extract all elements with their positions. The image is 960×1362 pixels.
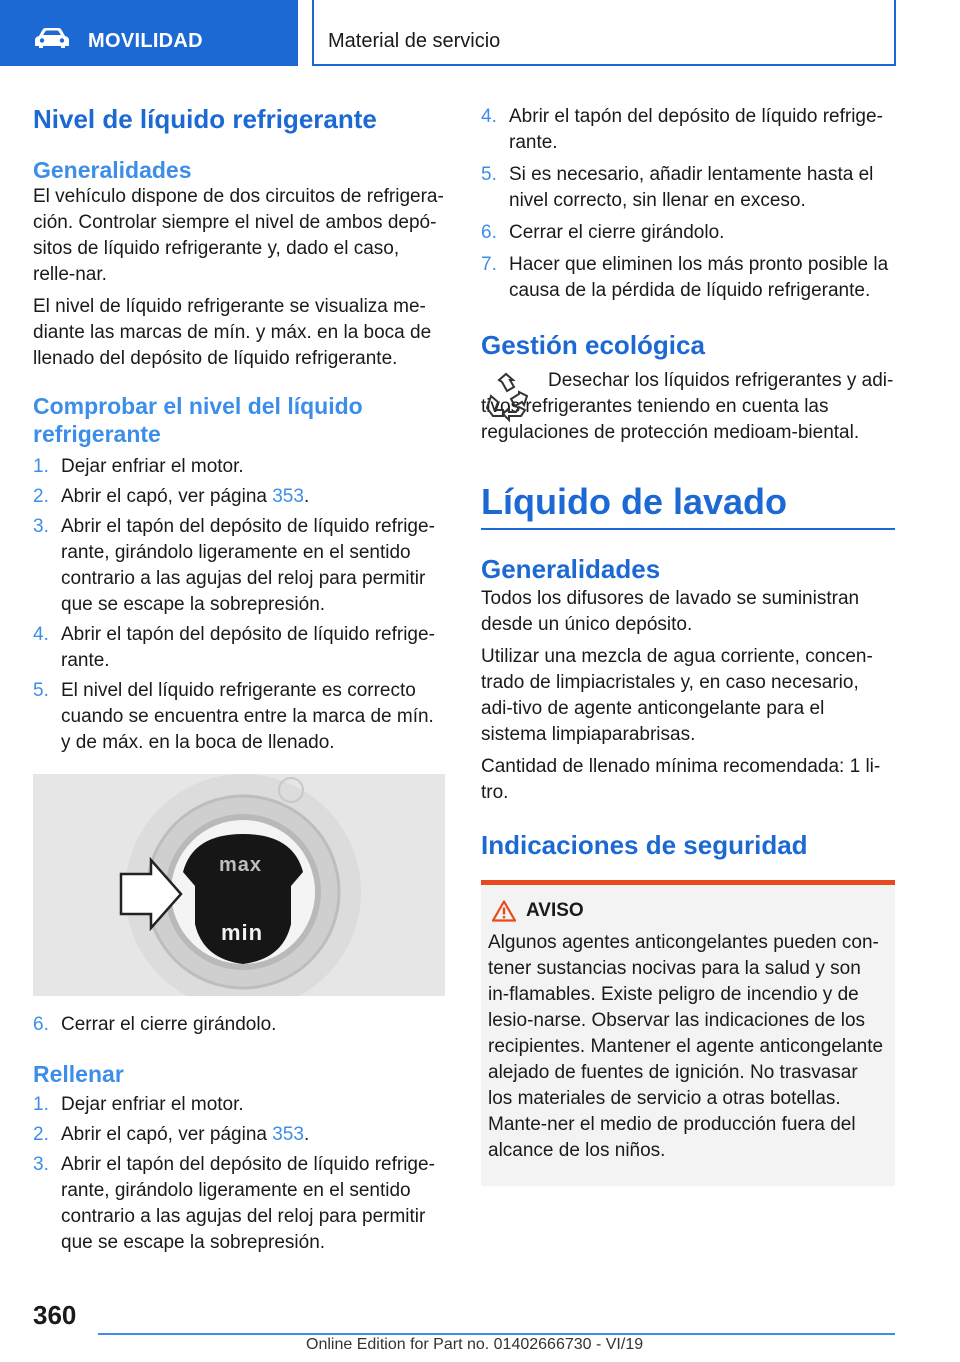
min-mark: min [221,920,264,945]
refill-heading: Rellenar [33,1061,124,1087]
list-item: 4. Abrir el tapón del depósito de líquido refrige-rante. [33,624,435,671]
list-item: 3. Abrir el tapón del depósito de líquido refrige-rante, girándolo ligeramente en el sentido contrario a las agujas del reloj para permitir que se escape la sobrepresión. [33,516,435,615]
refill-steps-continued [481,104,895,304]
warning-icon [492,900,516,922]
warning-text: Algunos agentes anticongelantes pueden con-tener sustancias nocivas para la salud y son in-flamables. Existe peligro de incendio y de lesio-narse. Observar las indicaciones de los recipientes. Mantener el agente anticongelante alejado de fuentes de ignición. No trasvasar los materiales de servicio a otras botellas. Mante-ner el medio de producción fuera del alcance de los niños. [488,932,884,1161]
washer-paragraph-3: Cantidad de llenado mínima recomendada: 1 li-tro. [481,756,881,803]
list-item: 3. Abrir el tapón del depósito de líquido refrige-rante, girándolo ligeramente en el sentido contrario a las agujas del reloj para permitir que se escape la sobrepresión. [33,1154,435,1253]
washer-paragraph-2: Utilizar una mezcla de agua corriente, concen-trado de limpiacristales y, en caso necesario, adi-tivo de agente anticongelante para el sistema limpiaparabrisas. [481,646,873,745]
check-steps [33,454,445,756]
section-title: Material de servicio [328,30,501,52]
list-item: 7. Hacer que eliminen los más pronto posible la causa de la pérdida de líquido refrigerante. [481,254,889,301]
washer-title: Líquido de lavado [481,481,788,522]
list-item: 2. Abrir el capó, ver página 353. [33,1124,310,1145]
safety-heading: Indicaciones de seguridad [481,830,808,860]
washer-paragraph-1: Todos los difusores de lavado se suministran desde un único depósito. [481,588,860,635]
check-steps-continued [33,1012,445,1038]
page-header [0,0,960,66]
filler-neck-illustration [33,774,445,996]
warning-box [481,880,895,1186]
section-tab[interactable] [0,0,298,66]
general-paragraph-2: El nivel de líquido refrigerante se visualiza me-diante las marcas de mín. y máx. en la boca de llenado del depósito de líquido refrigerante. [33,296,432,369]
title-rule [481,528,895,530]
footer-rule [98,1333,895,1335]
eco-block [481,368,895,446]
warning-title: AVISO [526,900,584,921]
max-mark: max [219,854,263,876]
page-number: 360 [33,1300,77,1330]
list-item: 1. Dejar enfriar el motor. [33,456,244,477]
list-item: 1. Dejar enfriar el motor. [33,1094,244,1115]
left-column [33,96,445,1256]
eco-heading: Gestión ecológica [481,330,705,360]
list-item: 6. Cerrar el cierre girándolo. [33,1014,277,1035]
general-heading: Generalidades [33,157,192,183]
refill-steps [33,1092,445,1256]
list-item: 5. Si es necesario, añadir lentamente hasta el nivel correcto, sin llenar en exceso. [481,164,874,211]
page-link[interactable]: 353 [272,1124,304,1145]
general-paragraph-1: El vehículo dispone de dos circuitos de refrigera-ción. Controlar siempre el nivel de ambos depó-sitos de líquido refrigerante y, dado el caso, relle-nar. [33,186,444,285]
warning-header [492,900,887,922]
eco-text: Desechar los líquidos refrigerantes y adi-tivos refrigerantes teniendo en cuenta las regulaciones de protección medioam-biental. [481,370,894,443]
page-link[interactable]: 353 [272,486,304,507]
washer-general-heading: Generalidades [481,554,661,584]
car-icon [34,27,70,49]
coolant-title: Nivel de líquido refrigerante [33,104,377,134]
list-item: 2. Abrir el capó, ver página 353. [33,486,310,507]
edition-text: Online Edition for Part no. 01402666730 - VI/19 [306,1336,644,1353]
list-item: 5. El nivel del líquido refrigerante es correcto cuando se encuentra entre la marca de mín. y de máx. en la boca de llenado. [33,680,434,753]
section-tab-label: MOVILIDAD [88,30,203,52]
list-item: 6. Cerrar el cierre girándolo. [481,222,725,243]
check-heading: Comprobar el nivel del líquido refrigerante [33,393,363,447]
section-title-box [312,0,896,66]
coolant-filler-image [33,774,445,996]
recycle-icon [481,372,531,426]
list-item: 4. Abrir el tapón del depósito de líquido refrige-rante. [481,106,883,153]
right-column [481,96,895,1186]
